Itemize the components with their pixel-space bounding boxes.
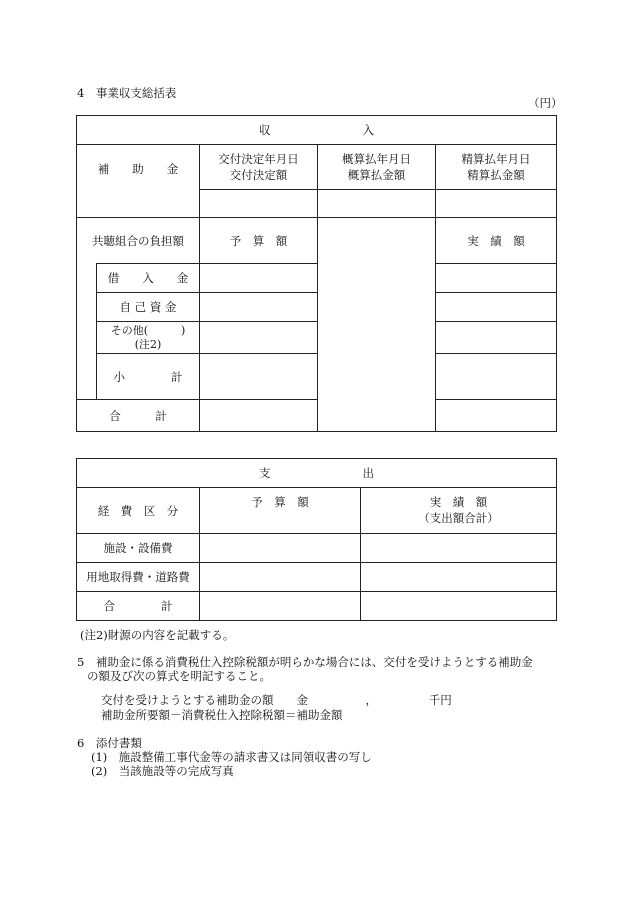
note-2: (注2)財源の内容を記載する。 xyxy=(80,628,235,642)
section5-line1: 5 補助金に係る消費税仕入控除税額が明らかな場合には、交付を受けようとする補助金 xyxy=(77,655,533,669)
subtotal-budget xyxy=(200,354,318,400)
own-budget xyxy=(200,293,318,322)
section5-line2: の額及び次の算式を明記すること。 xyxy=(87,669,271,683)
total-budget xyxy=(200,400,318,432)
subtotal-actual xyxy=(436,354,557,400)
row-land: 用地取得費・道路費 xyxy=(77,563,200,592)
subsidy-cell-1 xyxy=(200,190,318,218)
facility-budget xyxy=(200,534,361,563)
other-budget xyxy=(200,322,318,354)
section6-title: 6 添付書類 xyxy=(77,736,142,750)
land-actual xyxy=(361,563,557,592)
borrow-budget xyxy=(200,264,318,293)
actual-label: 実 績 額 xyxy=(436,218,557,264)
section6-item-2: (2) 当該施設等の完成写真 xyxy=(91,764,234,778)
income-header: 収 入 xyxy=(77,116,557,145)
section6-item-1: (1) 施設整備工事代金等の請求書又は同領収書の写し xyxy=(91,750,372,764)
subsidy-label: 補 助 金 xyxy=(77,145,200,218)
row-total: 合 計 xyxy=(77,400,200,432)
expense-total-budget xyxy=(200,592,361,621)
col3-header: 精算払年月日 精算払金額 xyxy=(436,145,557,190)
col2-header: 概算払年月日 概算払金額 xyxy=(318,145,436,190)
other-actual xyxy=(436,322,557,354)
section4-title: 4 事業収支総括表 xyxy=(77,86,177,100)
category-label: 経 費 区 分 xyxy=(77,488,200,534)
expense-total-actual xyxy=(361,592,557,621)
expense-header: 支 出 xyxy=(77,459,557,488)
unit-label: （円） xyxy=(528,96,563,110)
land-budget xyxy=(200,563,361,592)
burden-label: 共聴組合の負担額 xyxy=(77,218,200,264)
indent-cell xyxy=(77,264,97,400)
expense-actual-label: 実 績 額 （支出額合計） xyxy=(361,488,557,534)
burden-blank xyxy=(318,218,436,432)
expense-budget-label: 予 算 額 xyxy=(200,488,361,534)
borrow-actual xyxy=(436,264,557,293)
section5-formula2: 補助金所要額－消費税仕入控除税額＝補助金額 xyxy=(101,708,343,722)
income-table xyxy=(76,115,557,432)
expense-table xyxy=(76,458,557,621)
facility-actual xyxy=(361,534,557,563)
subsidy-cell-2 xyxy=(318,190,436,218)
col1-header: 交付決定年月日 交付決定額 xyxy=(200,145,318,190)
subsidy-cell-3 xyxy=(436,190,557,218)
row-other: その他( ) (注2) xyxy=(97,322,200,354)
row-expense-total: 合 計 xyxy=(77,592,200,621)
row-facility: 施設・設備費 xyxy=(77,534,200,563)
row-subtotal: 小 計 xyxy=(97,354,200,400)
budget-label: 予 算 額 xyxy=(200,218,318,264)
row-own-funds: 自 己 資 金 xyxy=(97,293,200,322)
own-actual xyxy=(436,293,557,322)
row-borrow: 借 入 金 xyxy=(97,264,200,293)
section5-formula1: 交付を受けようとする補助金の額 金 ， 千円 xyxy=(101,693,452,707)
total-actual xyxy=(436,400,557,432)
